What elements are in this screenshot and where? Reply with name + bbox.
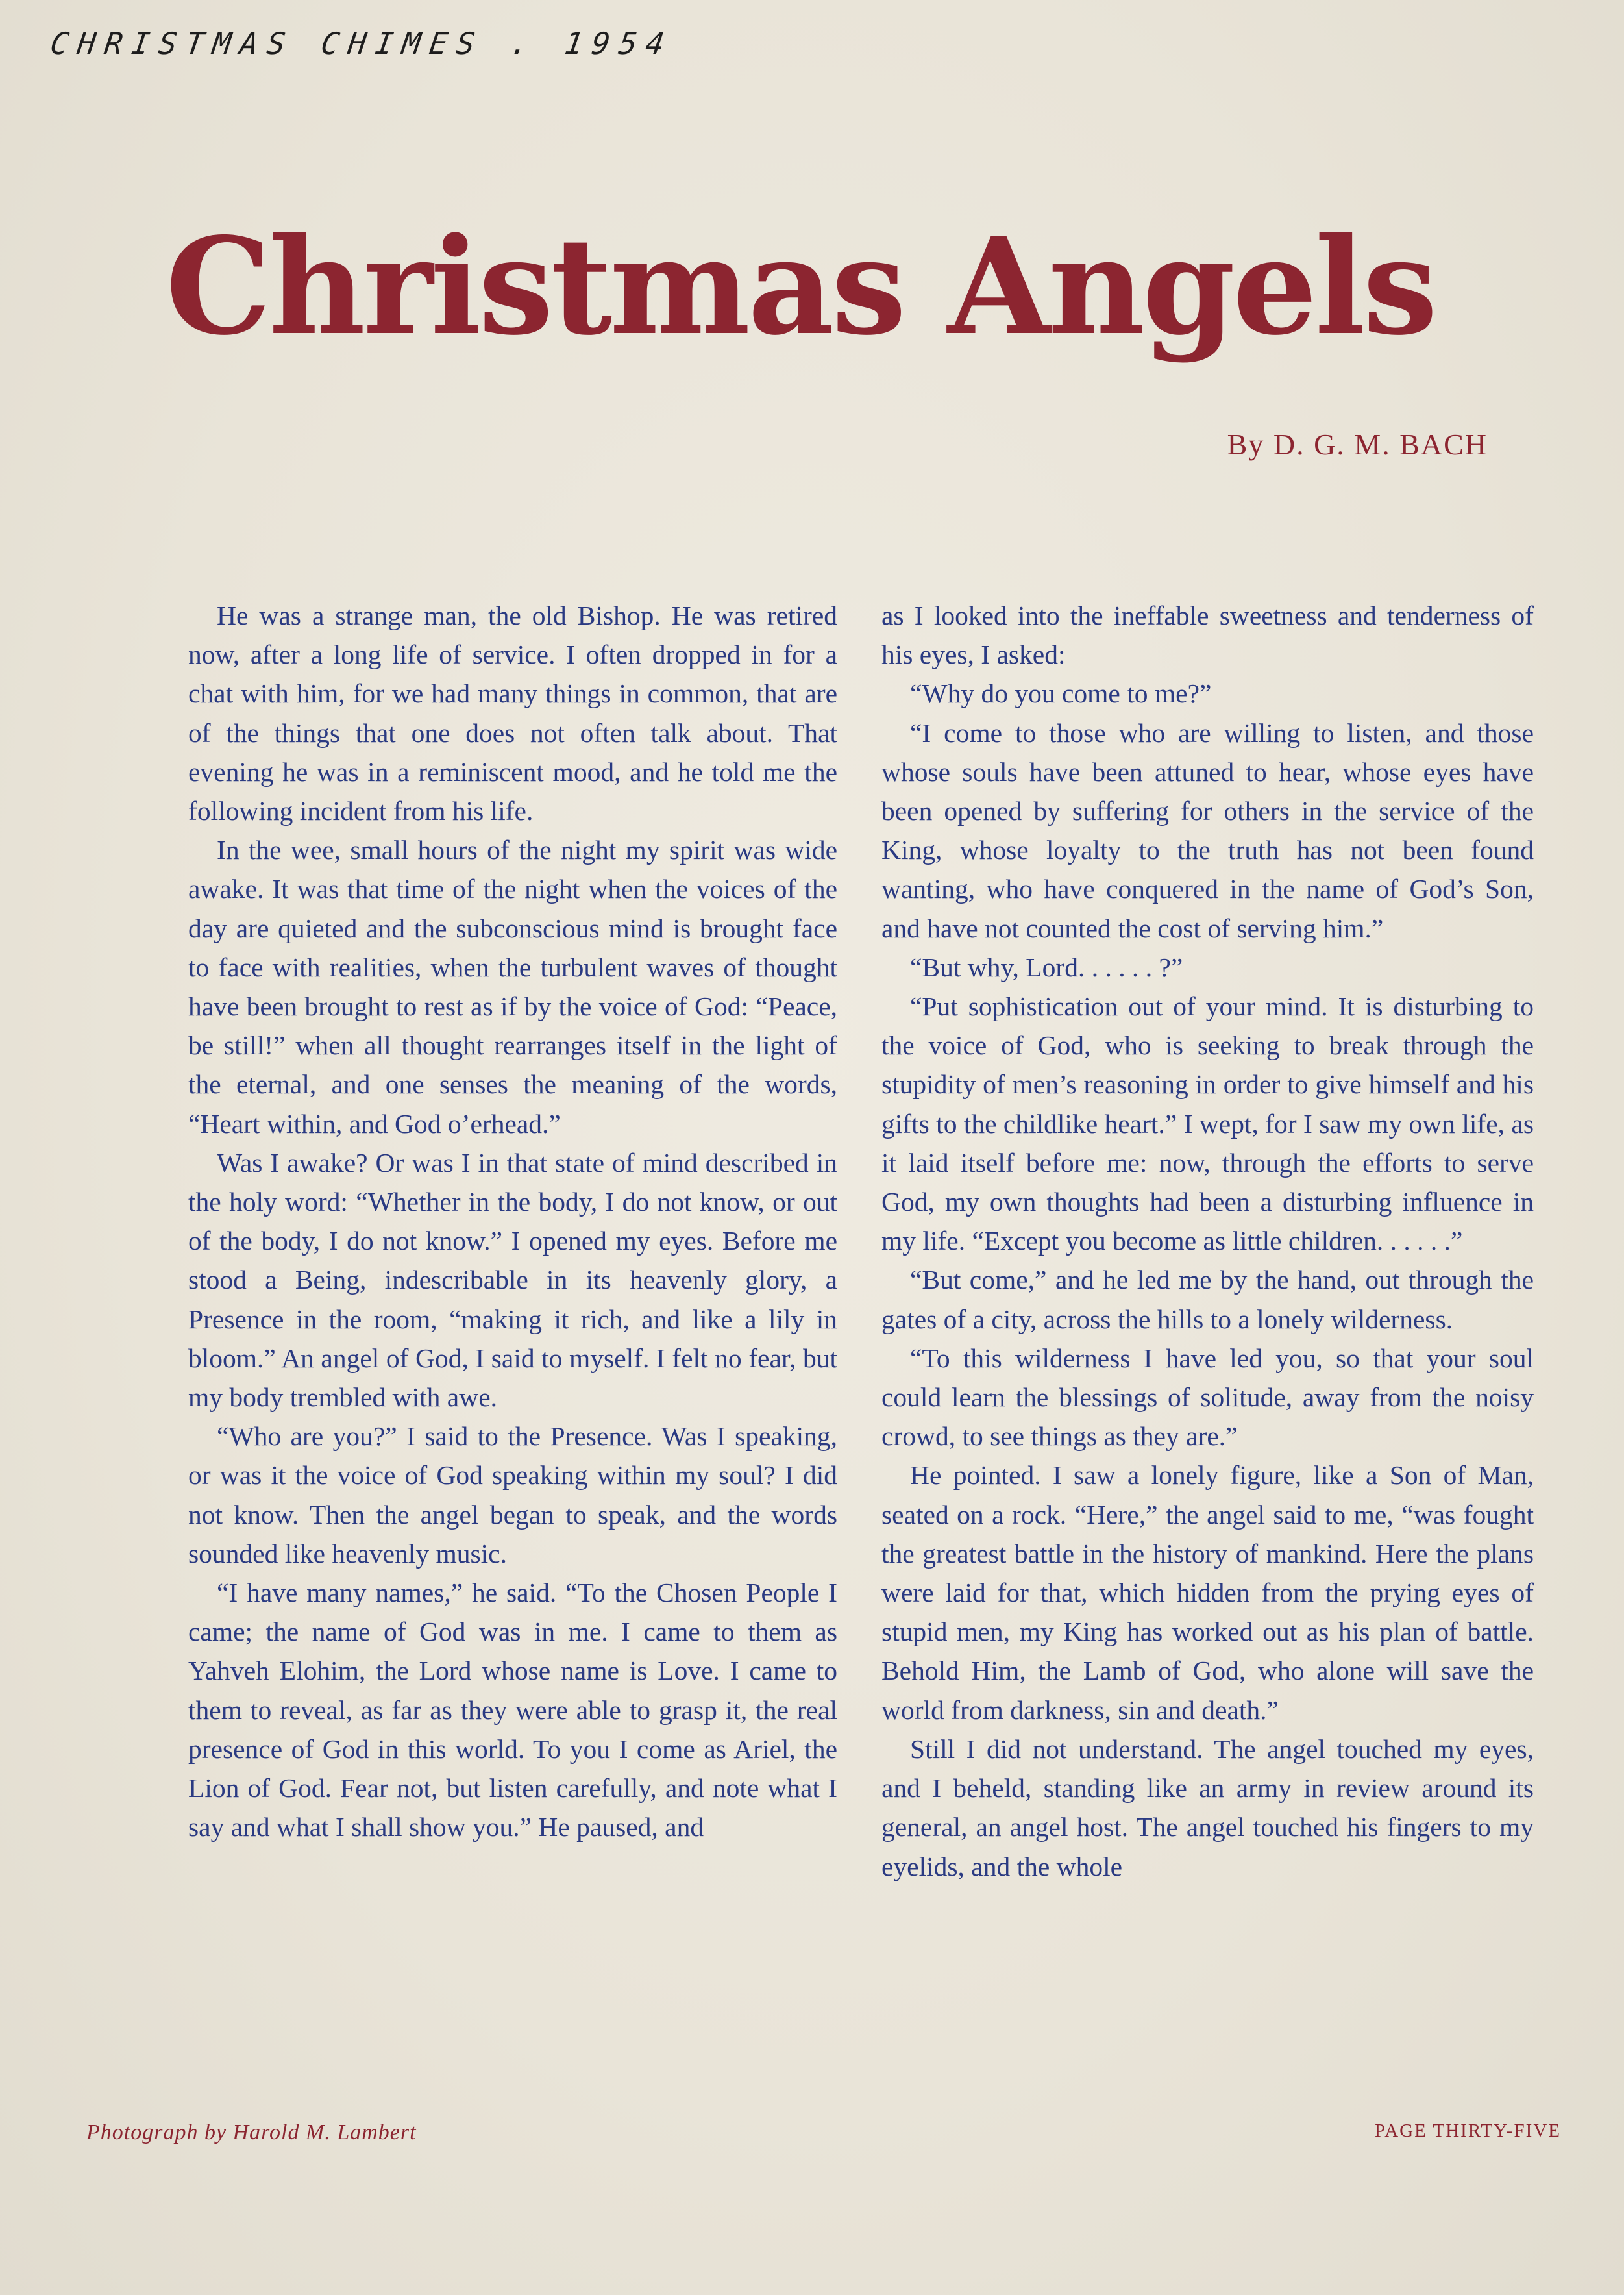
paragraph: Was I awake? Or was I in that state of mind described in the holy word: “Whether in the body, I do not know, or out of the body, I do not know.” I opened my eyes. Before me stood a Being, indescribable in its heavenly glory, a Presence in the room, “making it rich, and like a lily in bloom.” An angel of God, I said to myself. I felt no fear, but my body trembled with awe. <box>188 1147 837 1413</box>
paragraph: He pointed. I saw a lonely figure, like a Son of Man, seated on a rock. “Here,” the angel said to me, “was fought the greatest battle in the history of mankind. Here the plans were laid for that, which hidden from the prying eyes of stupid men, my King has worked out as his plan of battle. Behold Him, the Lamb of God, who alone will save the world from darkness, sin and death.” <box>881 1460 1534 1725</box>
paragraph: “To this wilderness I have led you, so that your soul could learn the blessings of solitude, away from the noisy crowd, to see things as they are.” <box>881 1343 1534 1452</box>
article-column-right <box>881 596 1534 1886</box>
paragraph-continued: as I looked into the ineffable sweetness and tenderness of his eyes, I asked: <box>881 601 1534 670</box>
article-byline: By D. G. M. BACH <box>1227 428 1488 461</box>
photo-credit: Photograph by Harold M. Lambert <box>86 2120 417 2144</box>
paragraph: “Why do you come to me?” <box>910 678 1212 709</box>
paragraph: “Put sophistication out of your mind. It is disturbing to the voice of God, who is seeking to break through the stupidity of men’s reasoning in order to give himself and his gifts to the childlike heart.” I wept, for I saw my own life, as it laid itself before me: now, through the efforts to serve God, my own thoughts had been a disturbing influence in my life. “Except you become as little children. . . . . .” <box>881 991 1534 1256</box>
paragraph: “I have many names,” he said. “To the Chosen People I came; the name of God was in me. I came to them as Yahveh Elohim, the Lord whose name is Love. I came to them to reveal, as far as they were able to grasp it, the real presence of God in this world. To you I come as Ariel, the Lion of God. Fear not, but listen carefully, and note what I say and what I shall show you.” He paused, and <box>188 1578 837 1842</box>
paragraph: “Who are you?” I said to the Presence. Was I speaking, or was it the voice of God speaking within my soul? I did not know. Then the angel began to speak, and the words sounded like heavenly music. <box>188 1421 837 1569</box>
page-number: PAGE THIRTY-FIVE <box>1374 2120 1561 2141</box>
paragraph: “But come,” and he led me by the hand, out through the gates of a city, across the hills to a lonely wilderness. <box>881 1265 1534 1334</box>
paragraph: “But why, Lord. . . . . . ?” <box>910 952 1183 982</box>
paragraph: In the wee, small hours of the night my spirit was wide awake. It was that time of the night when the voices of the day are quieted and the subconscious mind is brought face to face with realities, when the turbulent waves of thought have been brought to rest as if by the voice of God: “Peace, be still!” when all thought rearranges itself in the light of the eternal, and one senses the meaning of the words, “Heart within, and God o’erhead.” <box>188 835 837 1139</box>
paragraph: He was a strange man, the old Bishop. He was retired now, after a long life of service. I often dropped in for a chat with him, for we had many things in common, that are of the things that one does not often talk about. That evening he was in a reminiscent mood, and he told me the following incident from his life. <box>188 601 837 826</box>
article-title: Christmas Angels <box>166 209 1435 365</box>
article-column-left <box>188 596 837 1847</box>
handwritten-note: CHRISTMAS CHIMES . 1954 <box>48 26 676 61</box>
paragraph: “I come to those who are willing to listen, and those whose souls have been attuned to hear, whose eyes have been opened by suffering for others in the service of the King, whose loyalty to the truth has not been found wanting, who have conquered in the name of God’s Son, and have not counted the cost of serving him.” <box>881 717 1534 943</box>
paragraph: Still I did not understand. The angel touched my eyes, and I beheld, standing like an army in review around its general, an angel host. The angel touched his fingers to my eyelids, and the whole <box>881 1733 1534 1881</box>
